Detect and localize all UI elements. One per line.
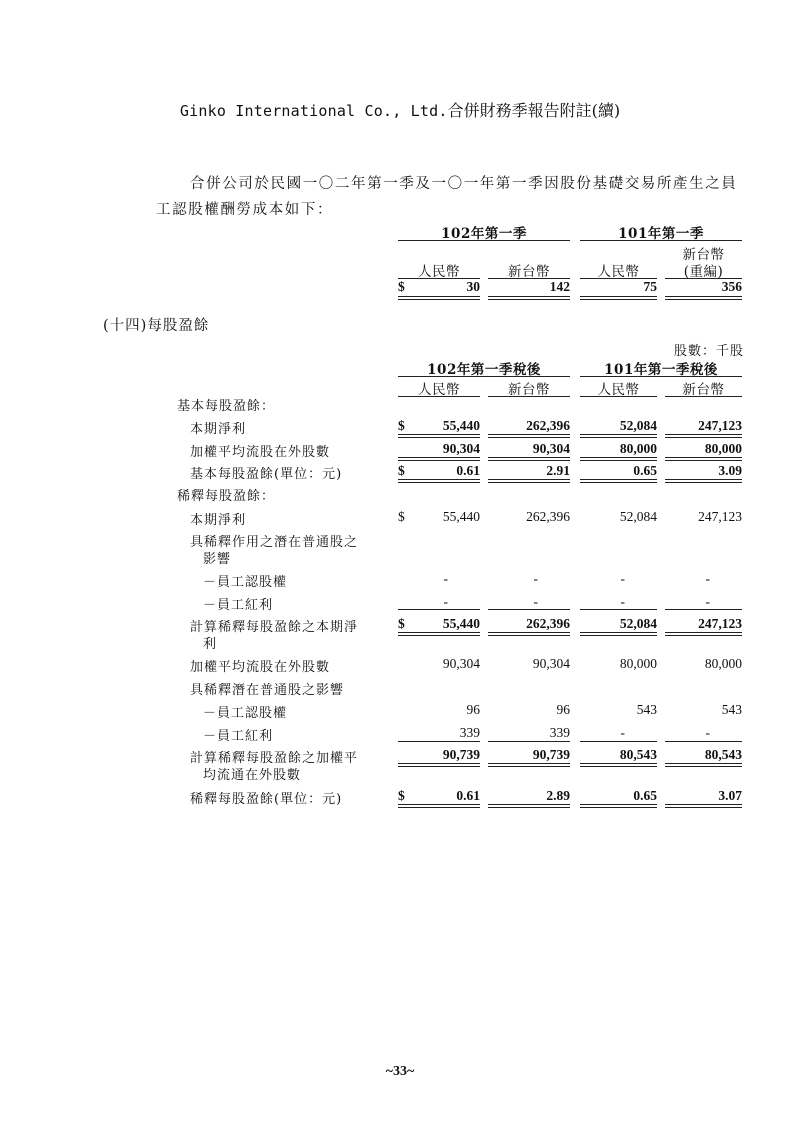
diluted-net-income-label: 本期淨利 <box>190 513 247 528</box>
weighted-shares-v4: 80,000 <box>704 656 742 671</box>
diluted-eps-heading: 稀釋每股盈餘： <box>177 489 276 504</box>
row-rule <box>665 457 742 461</box>
bonus-row-2-v2: 339 <box>549 725 570 740</box>
row-rule <box>665 741 742 742</box>
page-title <box>0 98 800 121</box>
diluted-income-label-1: 計算稀釋每股盈餘之本期淨 <box>190 620 359 635</box>
row-rule <box>665 763 742 767</box>
diluted-net-income-v1: 55,440 <box>442 509 480 524</box>
row-rule <box>488 434 570 438</box>
row-rule <box>398 804 480 808</box>
basic-eps-v3: 0.65 <box>633 463 657 478</box>
eps-hdr-rule <box>398 396 480 397</box>
row-rule <box>665 804 742 808</box>
bonus-row-1-v1: - <box>443 594 448 609</box>
dilutive-shares-label: 具稀釋潛在普通股之影響 <box>190 683 345 698</box>
option-row-1-label: －員工認股權 <box>203 575 288 590</box>
basic-eps-heading: 基本每股盈餘： <box>177 399 276 414</box>
diluted-shares-label-1: 計算稀釋每股盈餘之加權平 <box>190 751 359 766</box>
eps-period-101: 101年第一季稅後 <box>604 362 718 378</box>
row-rule <box>398 609 480 610</box>
diluted-net-income-dollar: $ <box>398 509 405 524</box>
diluted-net-income-v4: 247,123 <box>698 509 742 524</box>
comp-col-ntd-101-line1: 新台幣 <box>682 247 725 263</box>
bonus-row-1-v4: - <box>705 594 710 609</box>
row-rule <box>580 763 657 767</box>
basic-shares-label: 加權平均流股在外股數 <box>190 445 331 460</box>
basic-eps-v1: 0.61 <box>456 463 480 478</box>
comp-col-rmb-101: 人民幣 <box>597 264 640 280</box>
title-zh: 合併財務季報告附註(續) <box>447 101 621 120</box>
row-rule <box>580 632 657 636</box>
option-row-2-v2: 96 <box>556 702 570 717</box>
diluted-eps-v3: 0.65 <box>633 788 657 803</box>
row-rule <box>665 479 742 483</box>
bonus-row-1-v3: - <box>620 594 625 609</box>
basic-eps-v4: 3.09 <box>718 463 742 478</box>
bonus-row-1-v2: - <box>533 594 538 609</box>
bonus-row-2-label: －員工紅利 <box>203 729 274 744</box>
diluted-income-v4: 247,123 <box>698 616 742 631</box>
diluted-net-income-v2: 262,396 <box>526 509 570 524</box>
bonus-row-2-v4: - <box>705 725 710 740</box>
dilutive-effect-label-2: 影響 <box>203 552 232 567</box>
comp-total-rule <box>488 296 570 300</box>
comp-total-rule <box>665 296 742 300</box>
row-rule <box>580 609 657 610</box>
basic-shares-v2: 90,304 <box>532 441 570 456</box>
row-rule <box>488 457 570 461</box>
page-number: ~33~ <box>385 1064 415 1079</box>
weighted-shares-v1: 90,304 <box>442 656 480 671</box>
basic-net-income-label: 本期淨利 <box>190 422 247 437</box>
row-rule <box>580 434 657 438</box>
row-rule <box>488 741 570 742</box>
row-rule <box>665 434 742 438</box>
row-rule <box>488 609 570 610</box>
eps-col-rmb-102: 人民幣 <box>418 382 460 398</box>
diluted-income-label-2: 利 <box>203 637 218 652</box>
comp-period-101-rule <box>580 240 742 241</box>
weighted-shares-label: 加權平均流股在外股數 <box>190 660 331 675</box>
diluted-eps-v4: 3.07 <box>718 788 742 803</box>
option-row-2-v1: 96 <box>466 702 480 717</box>
diluted-shares-v1: 90,739 <box>442 747 480 762</box>
bonus-row-1-label: －員工紅利 <box>203 598 274 613</box>
row-rule <box>488 804 570 808</box>
eps-period-102: 102年第一季稅後 <box>427 362 541 378</box>
row-rule <box>398 741 480 742</box>
basic-net-income-v2: 262,396 <box>526 418 570 433</box>
comp-period-102: 102年第一季 <box>441 226 527 242</box>
section-heading: (十四)每股盈餘 <box>103 318 210 334</box>
row-rule <box>398 434 480 438</box>
row-rule <box>488 763 570 767</box>
comp-total-rule <box>580 296 657 300</box>
diluted-income-v2: 262,396 <box>526 616 570 631</box>
comp-col-ntd-101-line2: (重編) <box>683 264 724 280</box>
row-rule <box>398 632 480 636</box>
row-rule <box>398 763 480 767</box>
row-rule <box>580 479 657 483</box>
eps-hdr-rule <box>580 396 657 397</box>
comp-col-rmb-102: 人民幣 <box>418 264 460 280</box>
title-en: Ginko International Co., Ltd. <box>179 102 448 120</box>
diluted-income-dollar: $ <box>398 616 405 631</box>
row-rule <box>488 479 570 483</box>
option-row-2-v3: 543 <box>636 702 657 717</box>
row-rule <box>580 457 657 461</box>
comp-value-ntd-101: 356 <box>721 279 742 294</box>
basic-net-income-v3: 52,084 <box>619 418 657 433</box>
basic-shares-v4: 80,000 <box>704 441 742 456</box>
eps-period-rule <box>398 376 570 377</box>
dilutive-effect-label-1: 具稀釋作用之潛在普通股之 <box>190 535 359 550</box>
weighted-shares-v2: 90,304 <box>532 656 570 671</box>
comp-col-ntd-102: 新台幣 <box>508 264 550 280</box>
row-rule <box>398 457 480 461</box>
basic-eps-label: 基本每股盈餘(單位：元) <box>190 467 343 482</box>
basic-eps-v2: 2.91 <box>546 463 570 478</box>
intro-line-1: 合併公司於民國一〇二年第一季及一〇一年第一季因股份基礎交易所產生之員 <box>190 176 738 192</box>
diluted-shares-v2: 90,739 <box>532 747 570 762</box>
weighted-shares-v3: 80,000 <box>619 656 657 671</box>
diluted-shares-v4: 80,543 <box>704 747 742 762</box>
row-rule <box>488 632 570 636</box>
bonus-row-2-v3: - <box>620 725 625 740</box>
comp-period-101: 101年第一季 <box>618 226 704 242</box>
row-rule <box>580 804 657 808</box>
diluted-eps-v1: 0.61 <box>456 788 480 803</box>
diluted-net-income-v3: 52,084 <box>619 509 657 524</box>
option-row-1-v2: - <box>533 571 538 586</box>
option-row-1-v4: - <box>705 571 710 586</box>
option-row-1-v1: - <box>443 571 448 586</box>
diluted-eps-label: 稀釋每股盈餘(單位：元) <box>190 792 343 807</box>
basic-shares-v1: 90,304 <box>442 441 480 456</box>
eps-col-ntd-101: 新台幣 <box>682 382 725 398</box>
basic-eps-dollar: $ <box>398 463 405 478</box>
row-rule <box>665 609 742 610</box>
comp-currency: $ <box>398 279 405 294</box>
option-row-1-v3: - <box>620 571 625 586</box>
comp-value-ntd-102: 142 <box>549 279 570 294</box>
row-rule <box>665 632 742 636</box>
intro-line-2: 工認股權酬勞成本如下： <box>156 202 334 218</box>
diluted-income-v1: 55,440 <box>442 616 480 631</box>
comp-total-rule <box>398 296 480 300</box>
eps-col-ntd-102: 新台幣 <box>508 382 550 398</box>
eps-col-rmb-101: 人民幣 <box>597 382 640 398</box>
diluted-eps-v2: 2.89 <box>546 788 570 803</box>
comp-value-rmb-101: 75 <box>643 279 657 294</box>
row-rule <box>580 741 657 742</box>
bonus-row-2-v1: 339 <box>459 725 480 740</box>
diluted-shares-v3: 80,543 <box>619 747 657 762</box>
diluted-income-v3: 52,084 <box>619 616 657 631</box>
option-row-2-label: －員工認股權 <box>203 706 288 721</box>
unit-note: 股數：千股 <box>673 344 744 359</box>
eps-period-rule <box>580 376 742 377</box>
comp-period-102-rule <box>398 240 570 241</box>
basic-net-income-v1: 55,440 <box>442 418 480 433</box>
basic-net-income-dollar: $ <box>398 418 405 433</box>
basic-net-income-v4: 247,123 <box>698 418 742 433</box>
diluted-eps-dollar: $ <box>398 788 405 803</box>
eps-hdr-rule <box>488 396 570 397</box>
eps-hdr-rule <box>665 396 742 397</box>
option-row-2-v4: 543 <box>721 702 742 717</box>
comp-value-rmb-102: 30 <box>466 279 480 294</box>
basic-shares-v3: 80,000 <box>619 441 657 456</box>
diluted-shares-label-2: 均流通在外股數 <box>203 768 302 783</box>
row-rule <box>398 479 480 483</box>
